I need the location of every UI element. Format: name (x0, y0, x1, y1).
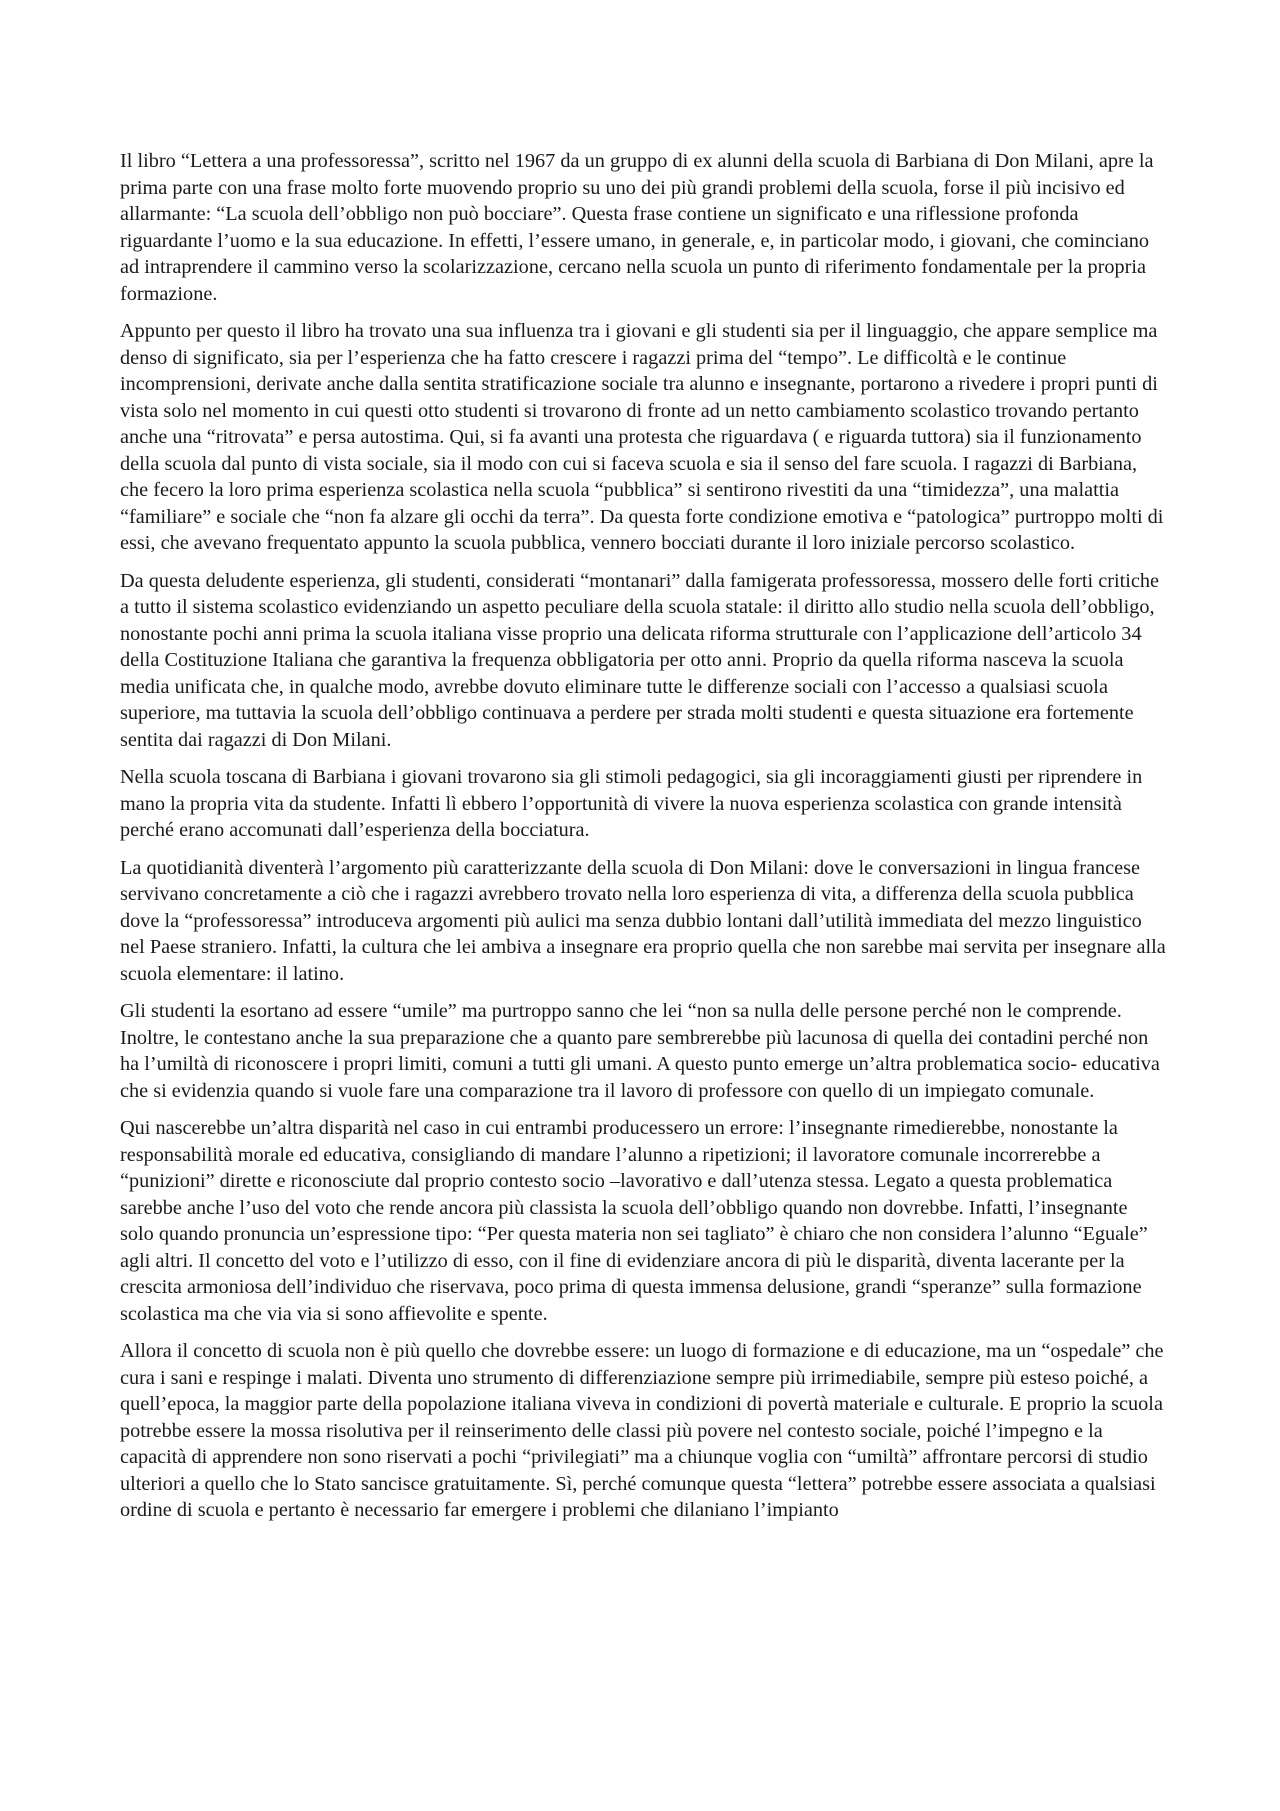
paragraph-8: Allora il concetto di scuola non è più quello che dovrebbe essere: un luogo di formazione e di educazione, ma un “ospedale” che cura i sani e respinge i malati. Diventa uno strumento di differenziazione sempre più irrimediabile, sempre più esteso poiché, a quell’epoca, la maggior parte della popolazione italiana viveva in condizioni di povertà materiale e culturale. E proprio la scuola potrebbe essere la mossa risolutiva per il reinserimento delle classi più povere nel contesto sociale, poiché l’impegno e la capacità di apprendere non sono riservati a pochi “privilegiati” ma a chiunque voglia con “umiltà” affrontare percorsi di studio ulteriori a quello che lo Stato sancisce gratuitamente. Sì, perché comunque questa “lettera” potrebbe essere associata a qualsiasi ordine di scuola e pertanto è necessario far emergere i problemi che dilaniano l’impianto (120, 1340, 1164, 1521)
paragraph-6: Gli studenti la esortano ad essere “umile” ma purtroppo sanno che lei “non sa nulla delle persone perché non le comprende. Inoltre, le contestano anche la sua preparazione che a quanto pare sembrerebbe più lacunosa di quella dei contadini perché non ha l’umiltà di riconoscere i propri limiti, comuni a tutti gli umani. A questo punto emerge un’altra problematica socio- educativa che si evidenzia quando si vuole fare una comparazione tra il lavoro di professore con quello di un impiegato comunale. (120, 1000, 1160, 1102)
document-page (120, 148, 1166, 1535)
paragraph-1: Il libro “Lettera a una professoressa”, scritto nel 1967 da un gruppo di ex alunni della scuola di Barbiana di Don Milani, apre la prima parte con una frase molto forte muovendo proprio su uno dei più grandi problemi della scuola, forse il più incisivo ed allarmante: “La scuola dell’obbligo non può bocciare”. Questa frase contiene un significato e una riflessione profonda riguardante l’uomo e la sua educazione. In effetti, l’essere umano, in generale, e, in particolar modo, i giovani, che cominciano ad intraprendere il cammino verso la scolarizzazione, cercano nella scuola un punto di riferimento fondamentale per la propria formazione. (120, 150, 1154, 305)
paragraph-5: La quotidianità diventerà l’argomento più caratterizzante della scuola di Don Milani: dove le conversazioni in lingua francese servivano concretamente a ciò che i ragazzi avrebbero trovato nella loro esperienza di vita, a differenza della scuola pubblica dove la “professoressa” introduceva argomenti più aulici ma senza dubbio lontani dall’utilità immediata del mezzo linguistico nel Paese straniero. Infatti, la cultura che lei ambiva a insegnare era proprio quella che non sarebbe mai servita per insegnare alla scuola elementare: il latino. (120, 856, 1166, 985)
paragraph-3: Da questa deludente esperienza, gli studenti, considerati “montanari” dalla famigerata professoressa, mossero delle forti critiche a tutto il sistema scolastico evidenziando un aspetto peculiare della scuola statale: il diritto allo studio nella scuola dell’obbligo, nonostante pochi anni prima la scuola italiana visse proprio una delicata riforma strutturale con l’applicazione dell’articolo 34 della Costituzione Italiana che garantiva la frequenza obbligatoria per otto anni. Proprio da quella riforma nasceva la scuola media unificata che, in qualche modo, avrebbe dovuto eliminare tutte le differenze sociali con l’accesso a qualsiasi scuola superiore, ma tuttavia la scuola dell’obbligo continuava a perdere per strada molti studenti e questa situazione era fortemente sentita dai ragazzi di Don Milani. (120, 569, 1160, 751)
paragraph-7: Qui nascerebbe un’altra disparità nel caso in cui entrambi producessero un errore: l’insegnante rimedierebbe, nonostante la responsabilità morale ed educativa, consigliando di mandare l’alunno a ripetizioni; il lavoratore comunale incorrerebbe a “punizioni” dirette e riconosciute dal proprio contesto socio –lavorativo e dall’utenza stessa. Legato a questa problematica sarebbe anche l’uso del voto che rende ancora più classista la scuola dell’obbligo quando non dovrebbe. Infatti, l’insegnante solo quando pronuncia un’espressione tipo: “Per questa materia non sei tagliato” è chiaro che non considera l’alunno “Eguale” agli altri. Il concetto del voto e l’utilizzo di esso, con il fine di evidenziare ancora di più le disparità, diventa lacerante per la crescita armoniosa dell’individuo che riservava, poco prima di questa immensa delusione, grandi “speranze” sulla formazione scolastica ma che via via si sono affievolite e spente. (120, 1117, 1148, 1325)
paragraph-4: Nella scuola toscana di Barbiana i giovani trovarono sia gli stimoli pedagogici, sia gli incoraggiamenti giusti per riprendere in mano la propria vita da studente. Infatti lì ebbero l’opportunità di vivere la nuova esperienza scolastica con grande intensità perché erano accomunati dall’esperienza della bocciatura. (120, 766, 1143, 841)
paragraph-2: Appunto per questo il libro ha trovato una sua influenza tra i giovani e gli studenti sia per il linguaggio, che appare semplice ma denso di significato, sia per l’esperienza che ha fatto crescere i ragazzi prima del “tempo”. Le difficoltà e le continue incomprensioni, derivate anche dalla sentita stratificazione sociale tra alunno e insegnante, portarono a rivedere i propri punti di vista solo nel momento in cui questi otto studenti si trovarono di fronte ad un netto cambiamento scolastico trovando pertanto anche una “ritrovata” e persa autostima. Qui, si fa avanti una protesta che riguardava ( e riguarda tuttora) sia il funzionamento della scuola dal punto di vista sociale, sia il modo con cui si faceva scuola e sia il senso del fare scuola. I ragazzi di Barbiana, che fecero la loro prima esperienza scolastica nella scuola “pubblica” si sentirono rivestiti da una “timidezza”, una malattia “familiare” e sociale che “non fa alzare gli occhi da terra”. Da questa forte condizione emotiva e “patologica” purtroppo molti di essi, che avevano frequentato appunto la scuola pubblica, vennero bocciati durante il loro iniziale percorso scolastico. (120, 320, 1164, 554)
